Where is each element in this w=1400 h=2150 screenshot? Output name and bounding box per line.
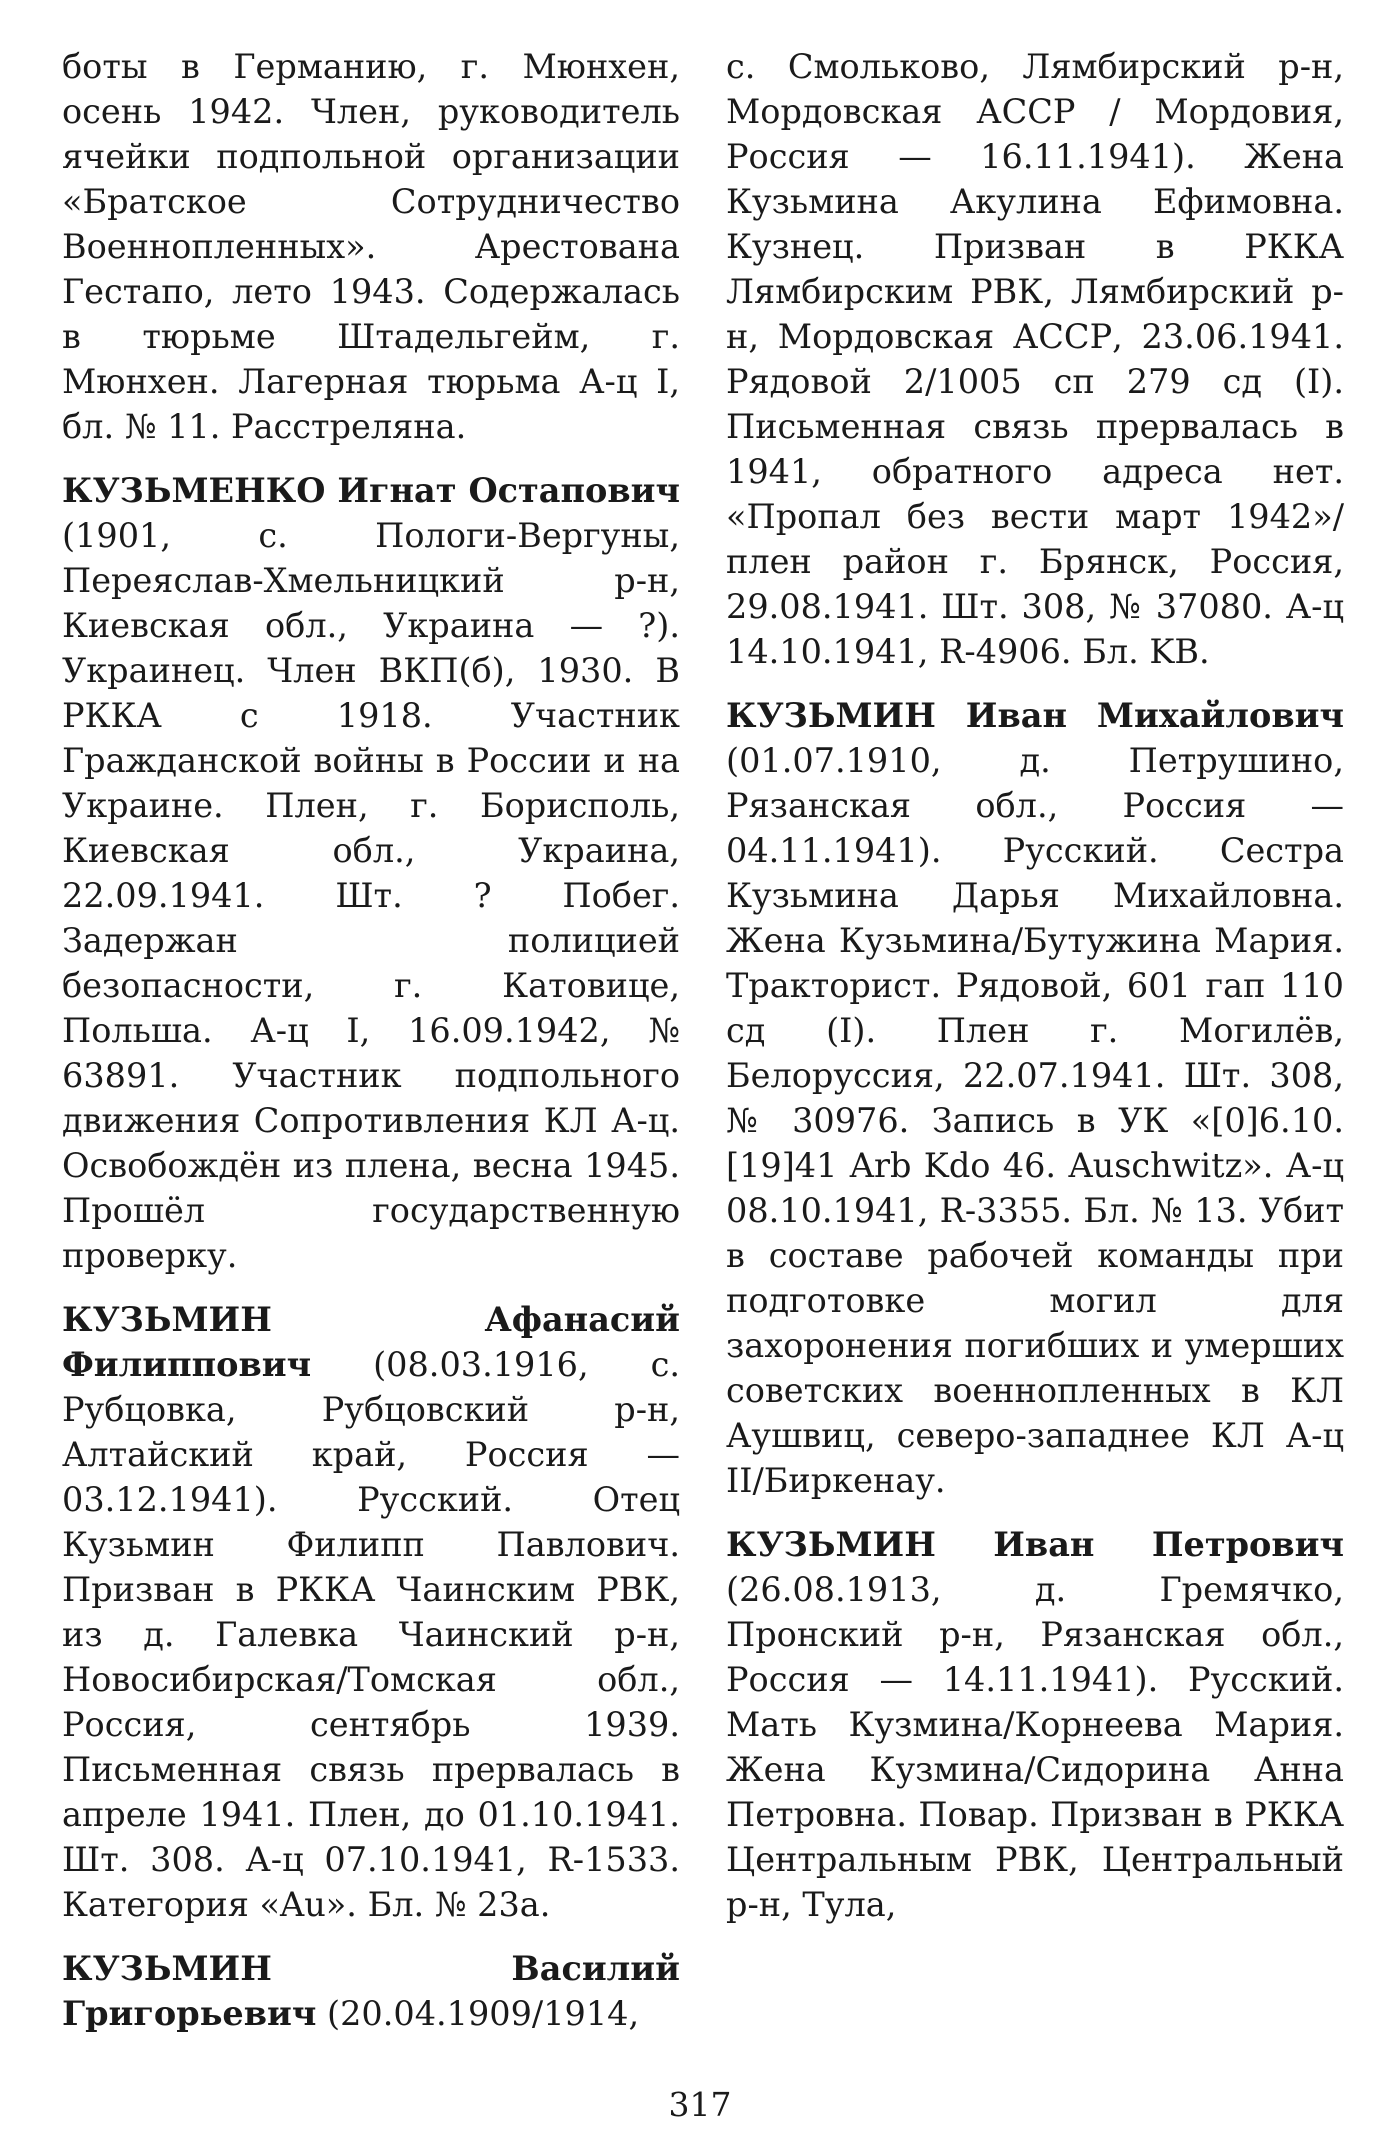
entry-text: с. Смольково, Лямбирский р-н, Мордовская АССР / Мордовия, Россия — 16.11.1941). Жена Кузьмина Акулина Ефимовна. Кузнец. Призван в РККА Лямбирским РВК, Лямбирский р-н, Мордовская АССР, 23.06.1941. Рядовой 2/1005 сп 279 сд (I). Письменная связь прервалась в 1941, обратного адреса нет. «Пропал без вести март 1942»/плен район г. Брянск, Россия, 29.08.1941. Шт. 308, № 37080. А-ц 14.10.1941, R-4906. Бл. KB. (726, 47, 1344, 671)
page-number: 317 (668, 2085, 732, 2124)
entry-text: (26.08.1913, д. Гремячко, Пронский р-н, Рязанская обл., Россия — 14.11.1941). Русский. Мать Кузмина/Корнеева Мария. Жена Кузмина/Сидорина Анна Петровна. Повар. Призван в РККА Центральным РВК, Центральный р-н, Тула, (726, 1570, 1344, 1924)
entry-text: (20.04.1909/1914, (316, 1994, 640, 2033)
entry-name: КУЗЬМИН Иван Петрович (726, 1525, 1344, 1564)
entry-name: КУЗЬМИН Иван Михайлович (726, 696, 1344, 735)
entry-kuzmin-ivan-mikhaylovich (726, 693, 1344, 1503)
entry-text: боты в Германию, г. Мюнхен, осень 1942. Член, руководитель ячейки подпольной организации «Братское Сотрудничество Военнопленных». Арестована Гестапо, лето 1943. Содержалась в тюрьме Штадельгейм, г. Мюнхен. Лагерная тюрьма А-ц I, бл. № 11. Расстреляна. (62, 47, 680, 446)
entry-name: КУЗЬМИН Афанасий Филиппович (62, 1300, 680, 1384)
entry-kuzmenko-ignat (62, 468, 680, 1278)
entry-kuzmin-ivan-petrovich (726, 1522, 1344, 1927)
right-column (726, 44, 1344, 1927)
left-column (62, 44, 680, 2036)
entry-continuation (62, 44, 680, 449)
entry-text: (01.07.1910, д. Петрушино, Рязанская обл., Россия — 04.11.1941). Русский. Сестра Кузьмина Дарья Михайловна. Жена Кузьмина/Бутужина Мария. Тракторист. Рядовой, 601 гап 110 сд (I). Плен г. Могилёв, Белоруссия, 22.07.1941. Шт. 308, № 30976. Запись в УК «[0]6.10.[19]41 Arb Kdo 46. Auschwitz». А-ц 08.10.1941, R-3355. Бл. № 13. Убит в составе рабочей команды при подготовке могил для захоронения погибших и умерших советских военнопленных в КЛ Аушвиц, северо-западнее КЛ А-ц II/Биркенау. (726, 741, 1344, 1500)
entry-name: КУЗЬМЕНКО Игнат Остапович (62, 471, 680, 510)
entry-text: (08.03.1916, с. Рубцовка, Рубцовский р-н, Алтайский край, Россия — 03.12.1941). Русский. Отец Кузьмин Филипп Павлович. Призван в РККА Чаинским РВК, из д. Галевка Чаинский р-н, Новосибирская/Томская обл., Россия, сентябрь 1939. Письменная связь прервалась в апреле 1941. Плен, до 01.10.1941. Шт. 308. А-ц 07.10.1941, R-1533. Категория «Au». Бл. № 23а. (62, 1345, 680, 1924)
entry-continuation (726, 44, 1344, 674)
entry-kuzmin-afanasiy (62, 1297, 680, 1927)
entry-name: КУЗЬМИН Василий Григорьевич (62, 1949, 680, 2033)
entry-kuzmin-vasiliy (62, 1946, 680, 2036)
entry-text: (1901, с. Пологи-Вергуны, Переяслав-Хмельницкий р-н, Киевская обл., Украина — ?). Украинец. Член ВКП(б), 1930. В РККА с 1918. Участник Гражданской войны в России и на Украине. Плен, г. Борисполь, Киевская обл., Украина, 22.09.1941. Шт. ? Побег. Задержан полицией безопасности, г. Катовице, Польша. А-ц I, 16.09.1942, № 63891. Участник подпольного движения Сопротивления КЛ А-ц. Освобождён из плена, весна 1945. Прошёл государственную проверку. (62, 516, 680, 1275)
